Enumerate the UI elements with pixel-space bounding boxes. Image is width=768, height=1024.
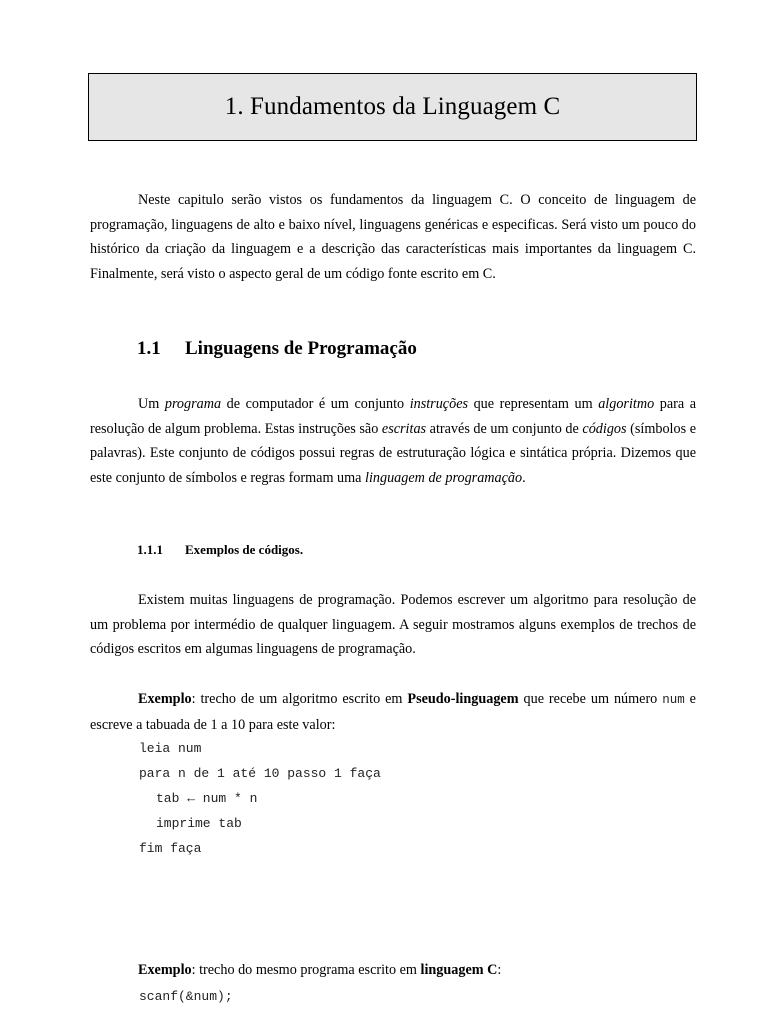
code-line: fim faça: [139, 841, 202, 856]
text-run: que recebe um número: [518, 691, 663, 707]
text-run: Um: [138, 396, 165, 412]
text-run: :: [497, 962, 502, 978]
text-run: para a resolução de algum problema. Estas instruções são: [90, 396, 697, 437]
example1-paragraph: [90, 687, 696, 737]
term-escritas: escritas: [381, 420, 427, 437]
term-programa: programa: [164, 396, 222, 412]
section-title: Linguagens de Programação: [185, 338, 417, 359]
language-name: Pseudo-linguagem: [407, 691, 519, 707]
example2-paragraph: [90, 958, 696, 983]
subsection-title: Exemplos de códigos.: [185, 542, 304, 557]
text-run: : trecho do mesmo programa escrito em: [191, 962, 421, 978]
code-line: imprime tab: [156, 816, 242, 831]
text-run: : trecho de um algoritmo escrito em: [191, 691, 408, 707]
subsection-number: 1.1.1: [137, 542, 163, 557]
code-line: leia num: [139, 741, 202, 756]
code-line: scanf(&num);: [139, 989, 233, 1004]
variable-name: num: [662, 693, 685, 707]
language-name: linguagem C: [420, 962, 498, 978]
term-algoritmo: algoritmo: [598, 396, 655, 412]
text-run: (símbolos e palavras). Este conjunto de códigos possui regras de estruturação lógica e sintática própria. Dizemos que este conjunto de símbolos e regras formam uma: [90, 420, 696, 486]
intro-paragraph: Neste capitulo serão vistos os fundamentos da linguagem C. O conceito de linguagem de programação, linguagens de alto e baixo nível, linguagens genéricas e especificas. Será visto um pouco do histórico da criação da linguagem e a descrição das características mais importantes da linguagem C. Finalmente, será visto o aspecto geral de um código fonte escrito em C.: [90, 192, 696, 282]
code-line: tab ← num * n: [156, 791, 258, 806]
subsection-heading: [137, 542, 303, 558]
term-codigos: códigos: [582, 420, 627, 437]
text-run: de computador é um conjunto: [221, 396, 410, 412]
c-code-block: [139, 984, 233, 1009]
term-linguagem-de-programacao: linguagem de programação: [365, 469, 523, 486]
examples-paragraph: Existem muitas linguagens de programação. Podemos escrever um algoritmo para resolução de um problema por intermédio de qualquer linguagem. A seguir mostramos alguns exemplos de trechos de códigos escritos em algumas linguagens de programação.: [90, 592, 696, 657]
example-label: Exemplo: [138, 691, 192, 707]
section-number: 1.1: [137, 338, 161, 359]
text-run: e escreve a tabuada de 1 a 10 para este valor:: [90, 691, 696, 733]
code-line: para n de 1 até 10 passo 1 faça: [139, 766, 381, 781]
pseudo-code-block: [139, 736, 381, 861]
chapter-title: 1. Fundamentos da Linguagem C: [224, 93, 561, 120]
section-heading: [137, 338, 417, 360]
section-paragraph: [90, 392, 696, 490]
text-run: .: [522, 469, 526, 486]
text-run: que representam um: [468, 396, 599, 412]
example-label: Exemplo: [138, 962, 192, 978]
text-run: através de um conjunto de: [426, 420, 583, 437]
chapter-title-box: [88, 73, 697, 141]
term-instrucoes: instruções: [409, 396, 469, 412]
